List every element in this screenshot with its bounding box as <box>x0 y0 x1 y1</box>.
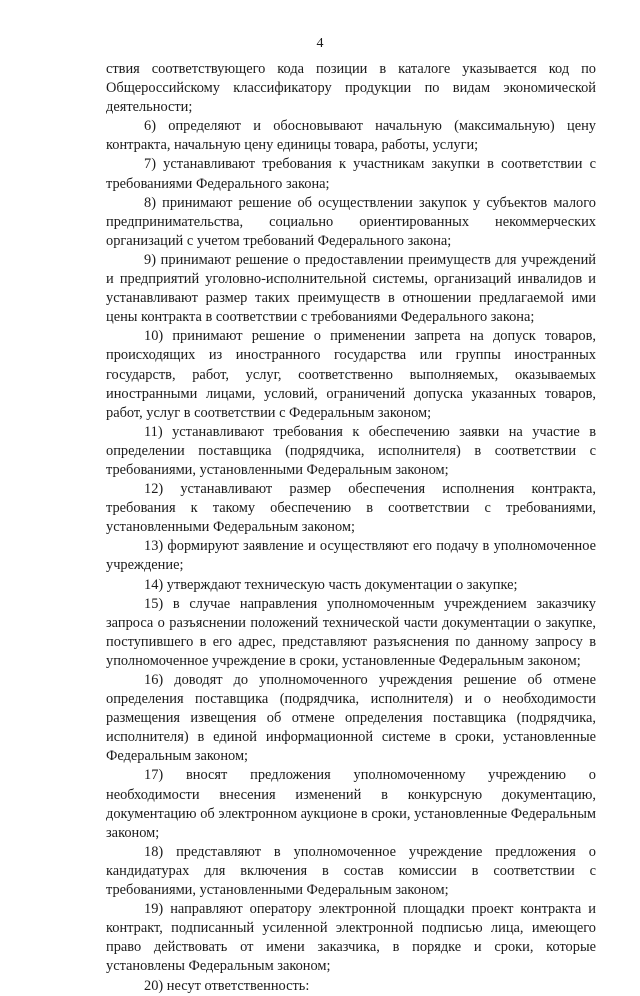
paragraph-item-7: 7) устанавливают требования к участникам закупки в соответствии с требованиями Федерального закона; <box>106 156 596 192</box>
paragraph-item-17: 17) вносят предложения уполномоченному учреждению о необходимости внесения изменений в конкурсную документацию, документацию об электронном аукционе в сроки, установленные Федеральным законом; <box>106 767 596 841</box>
document-body <box>106 60 596 996</box>
paragraph-item-14: 14) утверждают техническую часть документации о закупке; <box>144 576 518 593</box>
paragraph-item-8: 8) принимают решение об осуществлении закупок у субъектов малого предпринимательства, социально ориентированных некоммерческих организаций с учетом требований Федерального закона; <box>106 194 596 249</box>
paragraph-item-15: 15) в случае направления уполномоченным учреждением заказчику запроса о разъяснении положений технической части документации о закупке, поступившего в его адрес, представляют разъяснения по данному запросу в уполномоченное учреждение в сроки, установленные Федеральным законом; <box>106 595 596 669</box>
paragraph-item-9: 9) принимают решение о предоставлении преимуществ для учреждений и предприятий уголовно-исполнительной системы, организаций инвалидов и устанавливают размер таких преимуществ в отношении предлагаемой ими цены контракта в соответствии с требованиями Федерального закона; <box>106 251 596 326</box>
paragraph-continuation: ствия соответствующего кода позиции в каталоге указывается код по Общероссийскому классификатору продукции по видам экономической деятельности; <box>106 61 596 116</box>
paragraph-item-10: 10) принимают решение о применении запрета на допуск товаров, происходящих из иностранного государства или группы иностранных государств, работ, услуг, соответственно выполняемых, оказываемых иностранными лицами, условий, ограничений допуска указанных товаров, работ, услуг в соответствии с Федеральным законом; <box>106 328 596 421</box>
paragraph-item-16: 16) доводят до уполномоченного учреждения решение об отмене определения поставщика (подрядчика, исполнителя) и о необходимости размещения извещения об отмене определения поставщика (подрядчика, исполнителя) в единой информационной системе в сроки, установленные Федеральным законом; <box>106 672 596 765</box>
paragraph-item-19: 19) направляют оператору электронной площадки проект контракта и контракт, подписанный усиленной электронной подписью лица, имеющего право действовать от имени заказчика, в порядке и сроки, которые установлены Федеральным законом; <box>106 901 596 975</box>
paragraph-item-18: 18) представляют в уполномоченное учреждение предложения о кандидатурах для включения в состав комиссии в соответствии с требованиями, установленными Федеральным законом; <box>106 843 596 899</box>
paragraph-item-6: 6) определяют и обосновывают начальную (максимальную) цену контракта, начальную цену единицы товара, работы, услуги; <box>106 118 596 154</box>
page-number: 4 <box>316 36 324 51</box>
paragraph-item-11: 11) устанавливают требования к обеспечению заявки на участие в определении поставщика (подрядчика, исполнителя) в соответствии с требованиями, установленными Федеральным законом; <box>106 423 596 478</box>
paragraph-item-20: 20) несут ответственность: <box>144 977 310 994</box>
paragraph-item-12: 12) устанавливают размер обеспечения исполнения контракта, требования к такому обеспечению в соответствии с требованиями, установленными Федеральным законом; <box>106 481 596 536</box>
paragraph-item-13: 13) формируют заявление и осуществляют его подачу в уполномоченное учреждение; <box>106 538 596 574</box>
